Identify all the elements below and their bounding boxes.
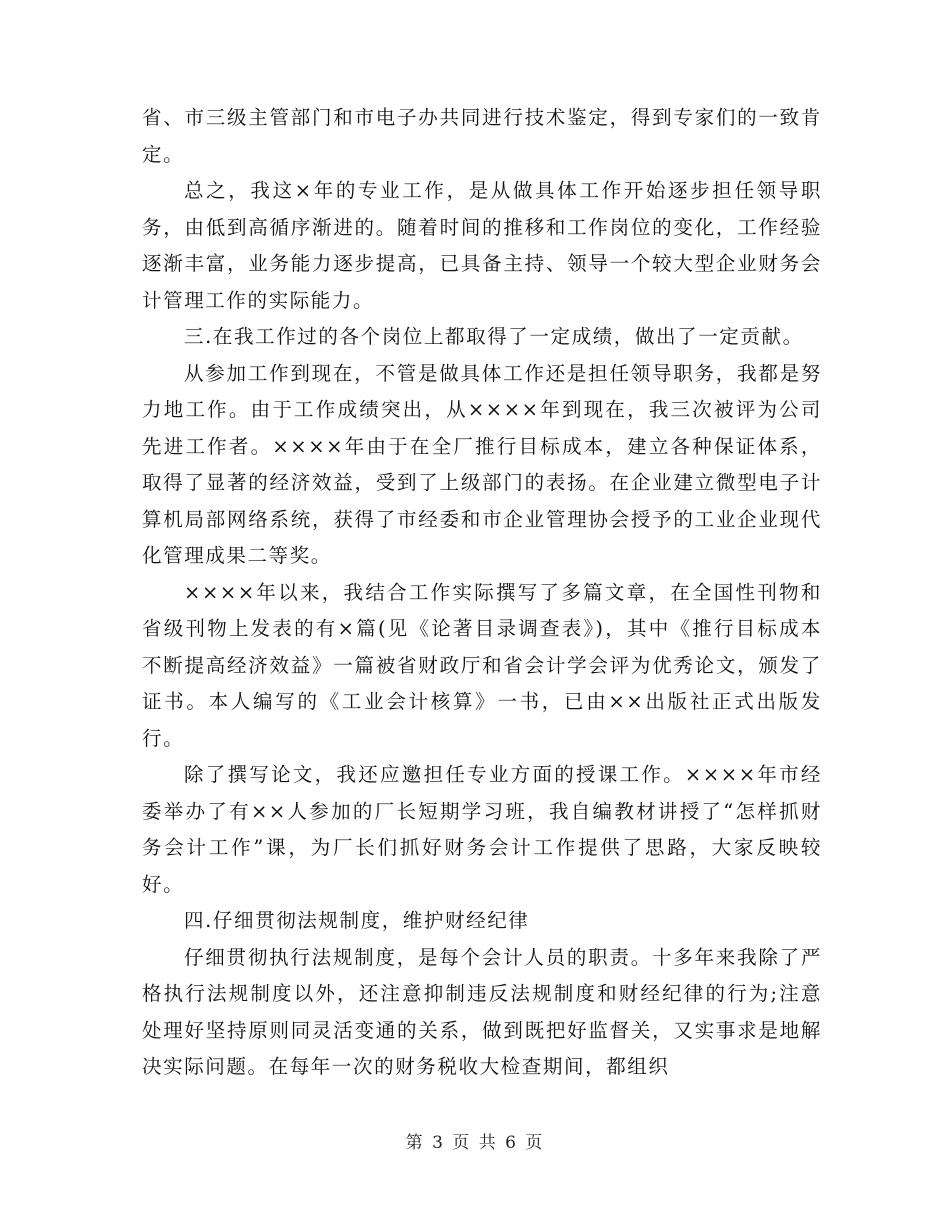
- section-heading-three: 三.在我工作过的各个岗位上都取得了一定成绩，做出了一定贡献。: [184, 325, 804, 348]
- section-heading-four: 四.仔细贯彻法规制度，维护财经纪律: [184, 909, 530, 932]
- paragraph-publications: ××××年以来，我结合工作实际撰写了多篇文章，在全国性刊物和省级刊物上发表的有×篇(见《论著目录调查表》)，其中《推行目标成本不断提高经济效益》一篇被省财政厅和省会计学会评为优秀论文，颁发了证书。本人编写的《工业会计核算》一书，已由××出版社正式出版发行。: [142, 580, 822, 750]
- paragraph-regulations: 仔细贯彻执行法规制度，是每个会计人员的职责。十多年来我除了严格执行法规制度以外，还注意抑制违反法规制度和财经纪律的行为;注意处理好坚持原则同灵活变通的关系，做到既把好监督关，又实事求是地解决实际问题。在每年一次的财务税收大检查期间，都组织: [142, 945, 822, 1078]
- page-number-footer: 第 3 页 共 6 页: [405, 1133, 545, 1153]
- paragraph-teaching: 除了撰写论文，我还应邀担任专业方面的授课工作。××××年市经委举办了有××人参加的厂长短期学习班，我自编教材讲授了“怎样抓财务会计工作”课，为厂长们抓好财务会计工作提供了思路，大家反映较好。: [142, 763, 822, 896]
- paragraph-achievements: 从参加工作到现在，不管是做具体工作还是担任领导职务，我都是努力地工作。由于工作成绩突出，从××××年到现在，我三次被评为公司先进工作者。××××年由于在全厂推行目标成本，建立各种保证体系，取得了显著的经济效益，受到了上级部门的表扬。在企业建立微型电子计算机局部网络系统，获得了市经委和市企业管理协会授予的工业企业现代化管理成果二等奖。: [142, 361, 822, 567]
- paragraph-continuation: 省、市三级主管部门和市电子办共同进行技术鉴定，得到专家们的一致肯定。: [142, 106, 822, 166]
- paragraph-summary: 总之，我这×年的专业工作，是从做具体工作开始逐步担任领导职务，由低到高循序渐进的。随着时间的推移和工作岗位的变化，工作经验逐渐丰富，业务能力逐步提高，已具备主持、领导一个较大型企业财务会计管理工作的实际能力。: [142, 179, 822, 312]
- document-body: [142, 100, 822, 1086]
